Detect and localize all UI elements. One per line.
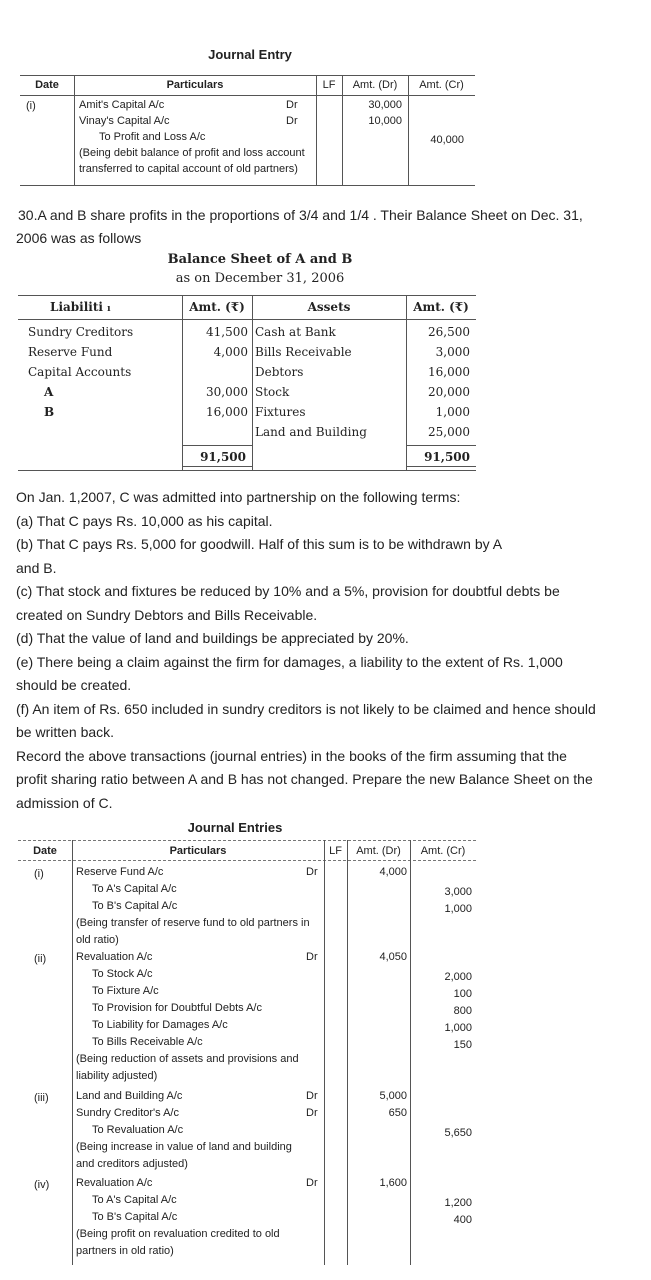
journal2-narration: (Being profit on revaluation credited to old (76, 1228, 280, 1240)
journal2-cr-amount: 400 (453, 1214, 472, 1226)
journal2-cr-amount: 100 (453, 988, 472, 1000)
journal2-account: To Liability for Damages A/c (92, 1019, 228, 1031)
terms-line: be written back. (16, 724, 115, 740)
journal2-narration: liability adjusted) (76, 1070, 158, 1082)
terms-line: (e) There being a claim against the firm for damages, a liability to the extent of Rs. 1,000 (16, 654, 563, 670)
bs-liability-label: Sundry Creditors (28, 325, 134, 339)
bs-liability-label: Reserve Fund (28, 345, 113, 359)
balance-sheet-subtitle: as on December 31, 2006 (175, 271, 345, 286)
journal1-dr-amount: 30,000 (368, 99, 402, 111)
journal2-date: (i) (34, 868, 44, 880)
journal1-dr-amount: 10,000 (368, 115, 402, 127)
bs-asset-amount: 1,000 (435, 405, 470, 419)
terms-line: and B. (16, 560, 57, 576)
journal2-account: To B's Capital A/c (92, 900, 178, 912)
journal1-header-particulars: Particulars (166, 79, 224, 91)
bs-header-liabilities: Liabiliti ı (50, 300, 111, 314)
journal2-account: To A's Capital A/c (92, 1194, 177, 1206)
terms-line: (c) That stock and fixtures be reduced by 10% and a 5%, provision for doubtful debts be (16, 583, 560, 599)
bs-total-left: 91,500 (200, 450, 246, 464)
journal2-account: Revaluation A/c (76, 951, 153, 963)
bs-liability-label: A (44, 385, 54, 399)
journal2-narration: partners in old ratio) (76, 1245, 174, 1257)
journal1-header-cr: Amt. (Cr) (419, 79, 464, 91)
journal2-narration: (Being reduction of assets and provisions and (76, 1053, 299, 1065)
question-intro-line1: 30.A and B share profits in the proportions of 3/4 and 1/4 . Their Balance Sheet on Dec. 31, (18, 207, 583, 223)
bs-liability-amount: 16,000 (206, 405, 248, 419)
bs-asset-label: Fixtures (255, 405, 306, 419)
journal2-cr-amount: 1,000 (444, 903, 472, 915)
terms-line: Record the above transactions (journal entries) in the books of the firm assuming that the (16, 748, 567, 764)
question-intro-line2: 2006 was as follows (16, 230, 142, 246)
terms-line: profit sharing ratio between A and B has not changed. Prepare the new Balance Sheet on the (16, 771, 593, 787)
bs-asset-amount: 20,000 (428, 385, 470, 399)
journal2-header-date: Date (33, 845, 57, 857)
terms-line: (a) That C pays Rs. 10,000 as his capital. (16, 513, 273, 529)
bs-asset-label: Cash at Bank (255, 325, 336, 339)
bs-liability-amount: 41,500 (206, 325, 248, 339)
bs-asset-amount: 16,000 (428, 365, 470, 379)
journal2-dr-amount: 1,600 (379, 1177, 407, 1189)
journal2-cr-amount: 1,200 (444, 1197, 472, 1209)
journal1-header-lf: LF (322, 79, 336, 91)
bs-asset-amount: 25,000 (428, 425, 470, 439)
journal2-header-lf: LF (329, 845, 342, 857)
journal2-cr-amount: 2,000 (444, 971, 472, 983)
journal2-cr-amount: 800 (453, 1005, 472, 1017)
journal2-dr-amount: 4,050 (379, 951, 407, 963)
terms-line: (f) An item of Rs. 650 included in sundry creditors is not likely to be claimed and hence should (16, 701, 596, 717)
journal2-account: To Stock A/c (92, 968, 153, 980)
journal2-narration: and creditors adjusted) (76, 1158, 188, 1170)
journal1-narration: (Being debit balance of profit and loss account (79, 147, 305, 159)
bs-liability-label: B (44, 405, 55, 419)
bs-asset-amount: 26,500 (428, 325, 470, 339)
journal1-account: To Profit and Loss A/c (99, 131, 206, 143)
journal2-cr-amount: 3,000 (444, 886, 472, 898)
terms-line: created on Sundry Debtors and Bills Receivable. (16, 607, 318, 623)
journal1-date: (i) (26, 100, 36, 112)
journal2-header-particulars: Particulars (169, 845, 227, 857)
terms-line: admission of C. (16, 795, 113, 811)
journal1-dr-mark: Dr (286, 115, 298, 127)
balance-sheet-title: Balance Sheet of A and B (167, 252, 353, 267)
journal2-account: To Provision for Doubtful Debts A/c (92, 1002, 262, 1014)
journal1-account: Amit's Capital A/c (79, 99, 165, 111)
journal2-account: To Bills Receivable A/c (92, 1036, 203, 1048)
journal2-dr-amount: 4,000 (379, 866, 407, 878)
bs-header-amt-right: Amt. (₹) (413, 300, 469, 314)
journal1-title: Journal Entry (208, 47, 292, 62)
journal2-account: Sundry Creditor's A/c (76, 1107, 179, 1119)
bs-asset-label: Stock (255, 385, 290, 399)
journal1-header-date: Date (35, 79, 59, 91)
terms-line: (b) That C pays Rs. 5,000 for goodwill. Half of this sum is to be withdrawn by A (16, 536, 503, 552)
journal2-dr-mark: Dr (306, 951, 318, 963)
journal2-title: Journal Entries (187, 820, 283, 835)
terms-line: On Jan. 1,2007, C was admitted into partnership on the following terms: (16, 489, 461, 505)
journal2-dr-mark: Dr (306, 866, 318, 878)
terms-line: should be created. (16, 677, 132, 693)
journal2-account: Reserve Fund A/c (76, 866, 164, 878)
journal1-narration: transferred to capital account of old partners) (79, 163, 298, 175)
journal2-account: Revaluation A/c (76, 1177, 153, 1189)
journal1-header-dr: Amt. (Dr) (352, 79, 398, 91)
journal2-account: To Fixture A/c (92, 985, 159, 997)
journal2-cr-amount: 150 (453, 1039, 472, 1051)
journal2-cr-amount: 5,650 (444, 1127, 472, 1139)
journal1-cr-amount: 40,000 (430, 134, 464, 146)
bs-header-assets: Assets (307, 300, 351, 314)
journal2-dr-mark: Dr (306, 1090, 318, 1102)
journal2-date: (ii) (34, 953, 47, 965)
bs-liability-amount: 4,000 (213, 345, 248, 359)
journal2-narration: old ratio) (76, 934, 119, 946)
terms-line: (d) That the value of land and buildings be appreciated by 20%. (16, 630, 409, 646)
journal2-account: To A's Capital A/c (92, 883, 177, 895)
journal1-dr-mark: Dr (286, 99, 298, 111)
journal2-account: To Revaluation A/c (92, 1124, 184, 1136)
bs-asset-label: Bills Receivable (255, 345, 352, 359)
journal2-narration: (Being increase in value of land and building (76, 1141, 292, 1153)
journal2-account: Land and Building A/c (76, 1090, 183, 1102)
journal2-cr-amount: 1,000 (444, 1022, 472, 1034)
bs-asset-label: Land and Building (255, 425, 367, 439)
journal1-account: Vinay's Capital A/c (79, 115, 170, 127)
bs-asset-amount: 3,000 (435, 345, 470, 359)
journal2-dr-amount: 650 (388, 1107, 407, 1119)
journal2-account: To B's Capital A/c (92, 1211, 178, 1223)
bs-total-right: 91,500 (424, 450, 470, 464)
journal2-date: (iii) (34, 1092, 49, 1104)
journal2-header-cr: Amt. (Cr) (420, 845, 466, 857)
journal2-dr-mark: Dr (306, 1107, 318, 1119)
journal2-header-dr: Amt. (Dr) (356, 845, 401, 857)
bs-header-amt-left: Amt. (₹) (189, 300, 245, 314)
bs-asset-label: Debtors (255, 365, 304, 379)
journal2-dr-mark: Dr (306, 1177, 318, 1189)
journal2-dr-amount: 5,000 (379, 1090, 407, 1102)
bs-liability-label: Capital Accounts (28, 365, 132, 379)
journal2-date: (iv) (34, 1179, 50, 1191)
journal2-narration: (Being transfer of reserve fund to old partners in (76, 917, 310, 929)
bs-liability-amount: 30,000 (206, 385, 248, 399)
